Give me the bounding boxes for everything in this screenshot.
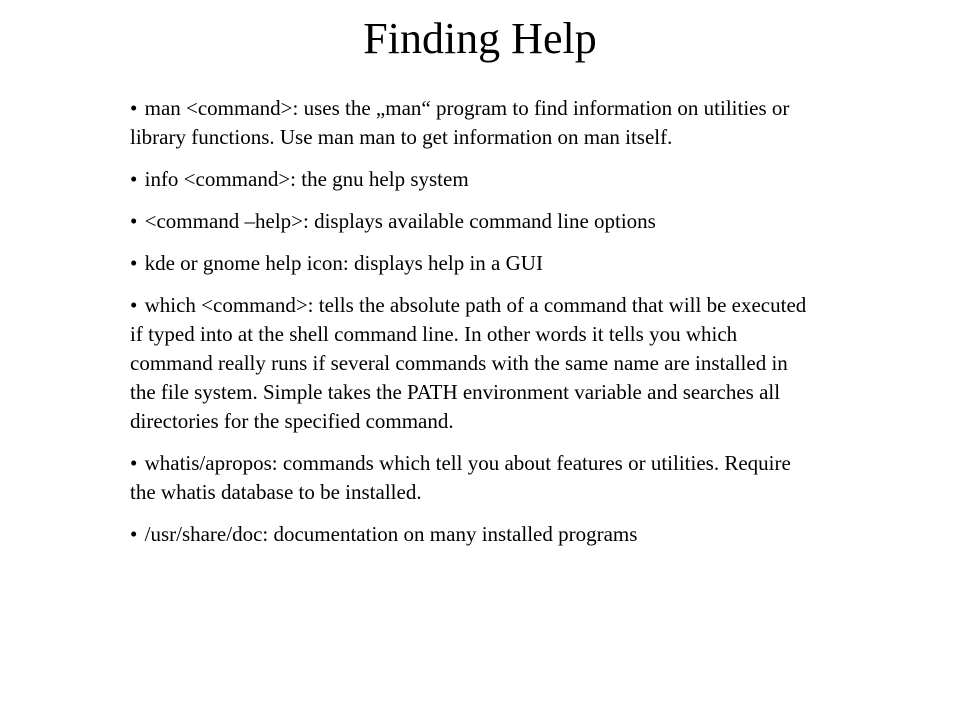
bullet-text: which <command>: tells the absolute path of a command that will be executed if typed into at the shell command line. In other words it tells you which command really runs if several commands with the same name are installed in the file system. Simple takes the PATH environment variable and searches all directories for the specified command. [130, 293, 807, 433]
bullet-text: /usr/share/doc: documentation on many installed programs [144, 522, 638, 546]
bullet-text: <command –help>: displays available command line options [144, 209, 656, 233]
bullet-item-man [130, 94, 810, 152]
bullet-item-gui-help [130, 249, 810, 278]
bullet-mark: • [130, 167, 138, 191]
bullet-text: man <command>: uses the „man“ program to find information on utilities or library functions. Use man man to get information on man itself. [130, 96, 790, 149]
bullet-item-usr-share-doc [130, 520, 810, 549]
slide-title: Finding Help [363, 14, 597, 63]
bullet-mark: • [130, 293, 138, 317]
bullet-list [130, 94, 810, 562]
bullet-item-which [130, 291, 810, 436]
bullet-mark: • [130, 451, 138, 475]
bullet-item-info [130, 165, 810, 194]
bullet-mark: • [130, 522, 138, 546]
bullet-text: kde or gnome help icon: displays help in a GUI [144, 251, 543, 275]
bullet-item-help-option [130, 207, 810, 236]
bullet-mark: • [130, 96, 138, 120]
bullet-text: info <command>: the gnu help system [144, 167, 469, 191]
bullet-mark: • [130, 209, 138, 233]
bullet-text: whatis/apropos: commands which tell you about features or utilities. Require the whatis database to be installed. [130, 451, 791, 504]
bullet-mark: • [130, 251, 138, 275]
bullet-item-whatis [130, 449, 810, 507]
